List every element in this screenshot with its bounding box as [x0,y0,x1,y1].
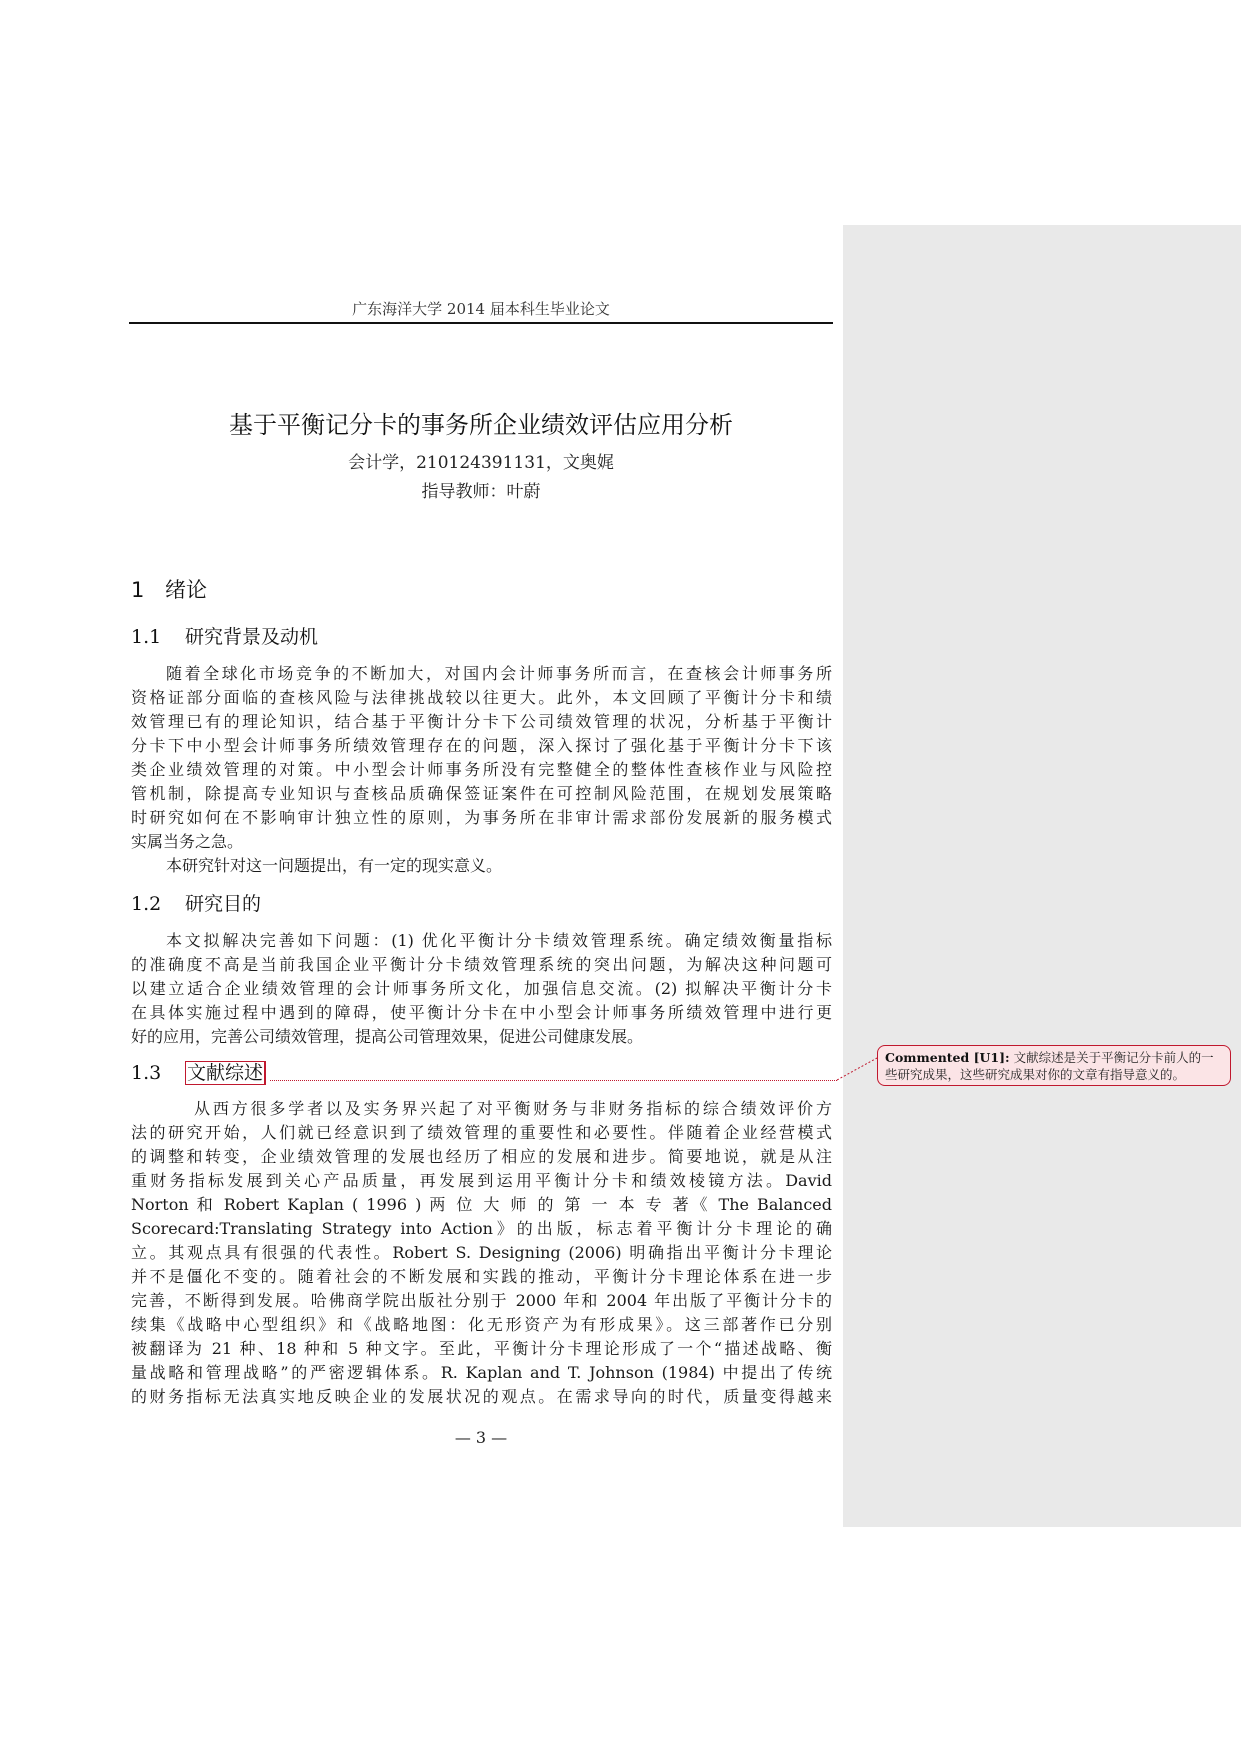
text-line: 效管理已有的理论知识，结合基于平衡计分卡下公司绩效管理的状况，分析基于平衡计 [131,712,832,731]
section-title: 研究目的 [185,893,262,915]
text-line: Scorecard:Translating Strategy into Action》的出版，标志着平衡计分卡理论的确 [131,1219,832,1238]
section-title: 绪论 [165,578,207,602]
text-line: 的调整和转变，企业绩效管理的发展也经历了相应的发展和进步。简要地说，就是从注 [131,1147,832,1166]
text-line: 资格证部分面临的查核风险与法律挑战较以往更大。此外，本文回顾了平衡计分卡和绩 [131,688,832,707]
text-line: 完善，不断得到发展。哈佛商学院出版社分别于 2000 年和 2004 年出版了平衡计分卡的 [131,1291,832,1310]
comment-balloon[interactable] [877,1045,1231,1086]
advisor-line: 指导教师：叶蔚 [421,482,541,502]
text-line: 从西方很多学者以及实务界兴起了对平衡财务与非财务指标的综合绩效评价方 [194,1099,832,1118]
text-line: 被翻译为 21 种、18 种和 5 种文字。至此，平衡计分卡理论形成了一个“描述战略、衡 [131,1339,832,1358]
section-title: 研究背景及动机 [185,626,319,648]
text-line: 的准确度不高是当前我国企业平衡计分卡绩效管理系统的突出问题，为解决这种问题可 [131,955,832,974]
commented-text[interactable]: 文献综述 [185,1061,266,1085]
page-number: — 3 — [454,1428,508,1447]
text-line: 本文拟解决完善如下问题：(1) 优化平衡计分卡绩效管理系统。确定绩效衡量指标 [166,931,832,950]
text-line: 好的应用，完善公司绩效管理，提高公司管理效果，促进公司健康发展。 [131,1027,644,1046]
comment-text: 文献综述是关于平衡记分卡前人的一 [1013,1050,1214,1065]
author-line: 会计学，210124391131，文奥娓 [348,453,614,473]
text-line: 立。其观点具有很强的代表性。Robert S. Designing (2006) 明确指出平衡计分卡理论 [131,1243,832,1262]
comment-connector-line [837,1058,877,1080]
section-number: 1.1 [131,626,162,648]
text-line: 量战略和管理战略”的严密逻辑体系。R. Kaplan and T. Johnson (1984) 中提出了传统 [131,1363,832,1382]
text-line: 重财务指标发展到关心产品质量，再发展到运用平衡计分卡和绩效棱镜方法。David [131,1171,832,1190]
running-header: 广东海洋大学 2014 届本科生毕业论文 [352,300,610,318]
comment-line-1 [885,1049,1223,1066]
section-number: 1.2 [131,893,162,915]
section-number: 1.3 [131,1062,162,1084]
text-line: 以建立适合企业绩效管理的会计师事务所文化，加强信息交流。(2) 拟解决平衡计分卡 [131,979,832,998]
text-line: 时研究如何在不影响审计独立性的原则，为事务所在非审计需求部份发展新的服务模式 [131,808,832,827]
text-line: 本研究针对这一问题提出，有一定的现实意义。 [166,856,503,875]
text-line: 随着全球化市场竞争的不断加大，对国内会计师事务所而言，在查核会计师事务所 [166,664,832,683]
text-line: 并不是僵化不变的。随着社会的不断发展和实践的推动，平衡计分卡理论体系在进一步 [131,1267,832,1286]
comment-line-2: 些研究成果，这些研究成果对你的文章有指导意义的。 [885,1067,1186,1082]
comment-label: Commented [U1]: [885,1050,1010,1065]
text-line: 类企业绩效管理的对策。中小型会计师事务所没有完整健全的整体性查核作业与风险控 [131,760,832,779]
text-line: 的财务指标无法真实地反映企业的发展状况的观点。在需求导向的时代，质量变得越来 [131,1387,832,1406]
text-line: 分卡下中小型会计师事务所绩效管理存在的问题，深入探讨了强化基于平衡计分卡下该 [131,736,832,755]
text-line: 法的研究开始，人们就已经意识到了绩效管理的重要性和必要性。伴随着企业经营模式 [131,1123,832,1142]
section-number: 1 [131,578,145,602]
paper-title: 基于平衡记分卡的事务所企业绩效评估应用分析 [229,411,733,439]
text-line: Norton 和 Robert Kaplan ( 1996 ) 两 位 大 师 的 第 一 本 专 著《 The Balanced [131,1195,832,1214]
text-line: 续集《战略中心型组织》和《战略地图：化无形资产为有形成果》。这三部著作已分别 [131,1315,832,1334]
text-line: 在具体实施过程中遇到的障碍，使平衡计分卡在中小型会计师事务所绩效管理中进行更 [131,1003,832,1022]
text-line: 实属当务之急。 [131,832,244,851]
text-line: 管机制，除提高专业知识与查核品质确保签证案件在可控制风险范围，在规划发展策略 [131,784,832,803]
